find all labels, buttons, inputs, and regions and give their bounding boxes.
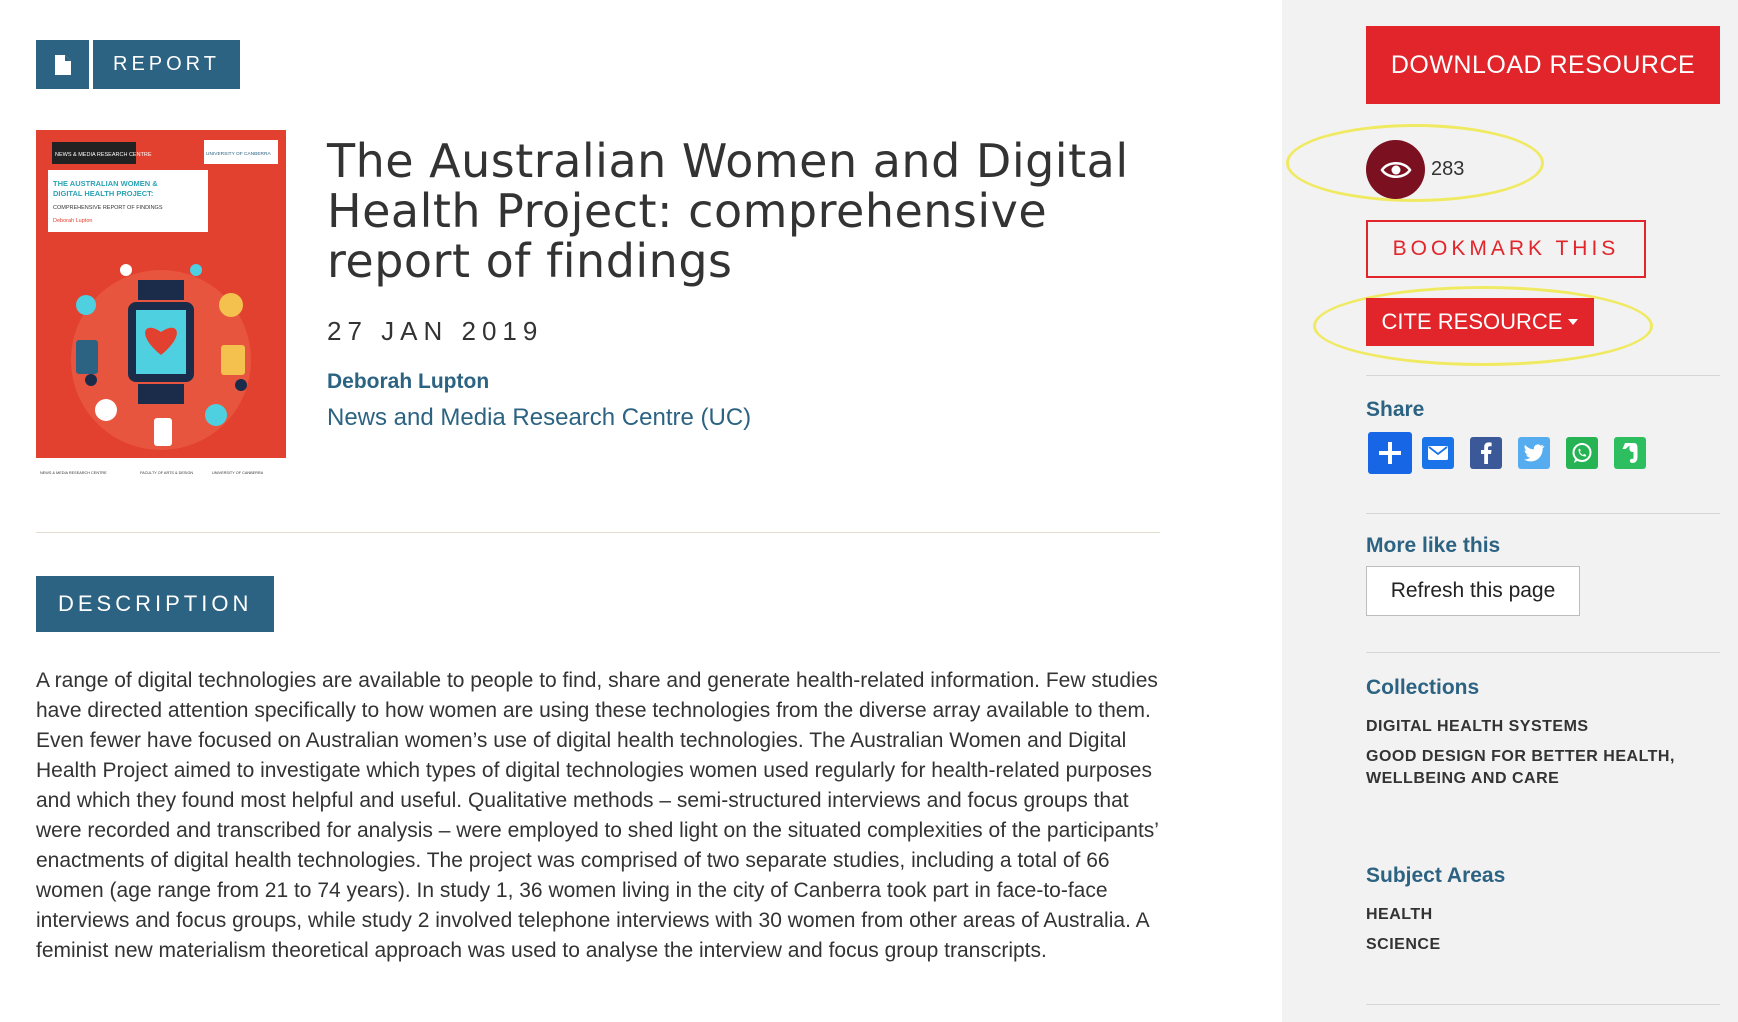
- report-cover-image[interactable]: [36, 130, 286, 484]
- cover-title-line2: DIGITAL HEALTH PROJECT:: [53, 189, 154, 198]
- caret-down-icon: [1568, 319, 1578, 325]
- more-like-this-heading: More like this: [1366, 534, 1501, 557]
- twitter-icon[interactable]: [1518, 437, 1550, 469]
- sidebar-divider: [1366, 513, 1720, 514]
- sidebar-divider: [1366, 1004, 1720, 1005]
- subject-areas-heading: Subject Areas: [1366, 864, 1506, 887]
- cover-subtitle: COMPREHENSIVE REPORT OF FINDINGS: [53, 205, 163, 211]
- cover-footer-3: UNIVERSITY OF CANBERRA: [212, 471, 264, 475]
- organisation-link[interactable]: News and Media Research Centre (UC): [327, 404, 752, 431]
- cover-author: Deborah Lupton: [53, 218, 93, 224]
- resource-type-label: REPORT: [93, 40, 240, 89]
- author-link[interactable]: Deborah Lupton: [327, 370, 490, 393]
- sidebar-divider: [1366, 652, 1720, 653]
- publication-date: 27 JAN 2019: [327, 316, 544, 346]
- page-title: The Australian Women and Digital Health Project: comprehensive report of findings: [327, 134, 1129, 288]
- view-counter: [1366, 140, 1464, 199]
- document-icon: [36, 40, 89, 89]
- cover-title-line1: THE AUSTRALIAN WOMEN &: [53, 179, 158, 188]
- collection-item[interactable]: DIGITAL HEALTH SYSTEMS: [1366, 718, 1589, 735]
- evernote-icon[interactable]: [1614, 437, 1646, 469]
- collection-item[interactable]: GOOD DESIGN FOR BETTER HEALTH, WELLBEING AND CARE: [1366, 748, 1675, 787]
- sidebar: [1282, 0, 1738, 1022]
- view-count: 283: [1431, 158, 1465, 180]
- sidebar-divider: [1366, 375, 1720, 376]
- subject-item[interactable]: SCIENCE: [1366, 936, 1441, 953]
- cover-university-tag: UNIVERSITY OF CANBERRA: [206, 152, 271, 157]
- subject-item[interactable]: HEALTH: [1366, 906, 1433, 923]
- email-icon[interactable]: [1422, 437, 1454, 469]
- cite-resource-button[interactable]: [1366, 298, 1594, 346]
- plus-icon[interactable]: [1368, 432, 1412, 474]
- collections-heading: Collections: [1366, 676, 1480, 699]
- section-divider: [36, 532, 1160, 533]
- facebook-icon[interactable]: [1470, 437, 1502, 469]
- refresh-page-button[interactable]: Refresh this page: [1366, 566, 1580, 616]
- cite-resource-label: CITE RESOURCE: [1381, 309, 1563, 334]
- description-heading: DESCRIPTION: [36, 576, 274, 632]
- cover-publisher-tag: NEWS & MEDIA RESEARCH CENTRE: [55, 152, 152, 158]
- share-buttons: [1368, 432, 1662, 474]
- eye-icon: [1366, 140, 1425, 199]
- cover-footer-2: FACULTY OF ARTS & DESIGN: [140, 471, 194, 475]
- resource-type-badge: [36, 40, 240, 89]
- share-heading: Share: [1366, 398, 1425, 421]
- description-text: A range of digital technologies are available to people to find, share and generate health-related information. Few studies have directed attention specifically to how women are using these technologies from the diverse array available to them. Even fewer have focused on Australian women’s use of digital health technologies. The Australian Women and Digital Health Project aimed to investigate which types of digital technologies women used regularly for health-related purposes and which they found most helpful and useful. Qualitative methods – semi-structured interviews and focus groups that were recorded and transcribed for analysis – were employed to shed light on the situated complexities of the participants’ enactments of digital health technologies. The project was comprised of two separate studies, including a total of 66 women (age range from 21 to 74 years). In study 1, 36 women living in the city of Canberra took part in face-to-face interviews and focus groups, while study 2 involved telephone interviews with 30 women from other areas of Australia. A feminist new materialism theoretical approach was used to analyse the interview and focus group transcripts.: [36, 669, 1159, 962]
- bookmark-button[interactable]: BOOKMARK THIS: [1366, 220, 1646, 278]
- cover-footer-1: NEWS & MEDIA RESEARCH CENTRE: [40, 471, 107, 475]
- whatsapp-icon[interactable]: [1566, 437, 1598, 469]
- download-resource-button[interactable]: DOWNLOAD RESOURCE: [1366, 26, 1720, 104]
